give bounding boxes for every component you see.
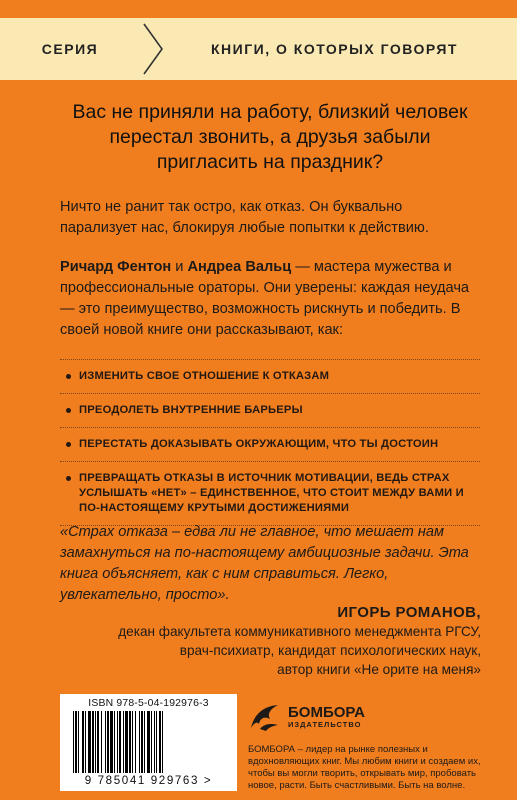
list-item <box>60 428 480 462</box>
benefits-list <box>60 359 480 526</box>
author-name: Ричард Фентон <box>60 259 172 275</box>
barcode-bar <box>151 711 152 773</box>
bullet-icon <box>66 476 71 481</box>
series-bar <box>0 18 517 80</box>
barcode-bar <box>105 711 106 773</box>
series-label: СЕРИЯ <box>41 41 99 57</box>
barcode-bar <box>78 711 79 773</box>
barcode-bar <box>101 711 102 773</box>
endorser-name: ИГОРЬ РОМАНОВ, <box>337 604 481 621</box>
list-item-text: ПРЕОДОЛЕТЬ ВНУТРЕННИЕ БАРЬЕРЫ <box>79 404 303 416</box>
barcode-bar <box>75 711 77 773</box>
publisher-subtitle: ИЗДАТЕЛЬСТВО <box>288 720 362 729</box>
barcode-digits: 9 785041 929763 > <box>84 774 213 787</box>
bullet-icon <box>66 408 71 413</box>
bombora-wave-logo-icon <box>248 702 282 732</box>
barcode-bar <box>139 711 140 773</box>
barcode-bar <box>85 711 86 773</box>
barcode-bar <box>107 711 109 773</box>
barcode-bar <box>73 711 74 773</box>
headline: Вас не приняли на работу, близкий человек перестал звонить, а друзья забыли пригласить на праздник? <box>72 101 468 173</box>
barcode-bar <box>82 711 84 773</box>
chevron-right-icon <box>140 18 166 80</box>
barcode-bar <box>114 711 115 773</box>
barcode-bar <box>147 711 150 773</box>
barcode-bar <box>135 711 136 773</box>
barcode-bar <box>125 711 128 773</box>
publisher-logo <box>248 702 488 732</box>
conjunction: и <box>171 259 188 275</box>
endorser-title-line: декан факультета коммуникативного менеджмента РГСУ, <box>118 624 481 639</box>
barcode-bar <box>132 711 133 773</box>
barcode-bar <box>162 711 163 773</box>
barcode-bar <box>119 711 121 773</box>
publisher-description: БОМБОРА – лидер на рынке полезных и вдохновляющих книг. Мы любим книги и создаем их, чтобы вы могли творить, открывать мир, пробовать новое, расти. Быть счастливыми. Быть на волне. <box>248 744 481 791</box>
barcode-bar <box>110 711 113 773</box>
barcode-bar <box>92 711 94 773</box>
barcode-bar <box>97 711 99 773</box>
bullet-icon <box>66 442 71 447</box>
authors-paragraph <box>60 257 480 341</box>
endorser-title-line: автор книги «Не орите на меня» <box>277 662 481 677</box>
list-item <box>60 462 480 526</box>
bullet-icon <box>66 374 71 379</box>
barcode <box>60 694 237 791</box>
barcode-bar <box>123 711 124 773</box>
list-item-text: ПЕРЕСТАТЬ ДОКАЗЫВАТЬ ОКРУЖАЮЩИМ, ЧТО ТЫ ДОСТОИН <box>79 438 439 450</box>
endorser-title-line: врач-психиатр, кандидат психологических наук, <box>179 643 481 658</box>
authors-description: — мастера мужества и профессиональные ораторы. Они уверены: каждая неудача — это преимущество, возможность рискнуть и победить. В своей новой книге они рассказывают, как: <box>60 259 470 338</box>
barcode-bar <box>144 711 145 773</box>
list-item <box>60 359 480 394</box>
list-item-text: ИЗМЕНИТЬ СВОЕ ОТНОШЕНИЕ К ОТКАЗАМ <box>79 370 330 382</box>
list-item <box>60 394 480 428</box>
publisher-name: БОМБОРА <box>288 704 365 721</box>
barcode-bar <box>159 711 161 773</box>
publisher-block <box>248 702 488 792</box>
barcode-bar <box>129 711 131 773</box>
barcode-bars-icon <box>69 711 229 773</box>
endorsement-signature <box>41 603 481 679</box>
isbn-text: ISBN 978-5-04-192976-3 <box>88 698 209 709</box>
list-item-text: ПРЕВРАЩАТЬ ОТКАЗЫ В ИСТОЧНИК МОТИВАЦИИ, ВЕДЬ СТРАХ УСЛЫШАТЬ «НЕТ» – ЕДИНСТВЕННОЕ, ЧТО СТОИТ МЕЖДУ ВАМИ И ПО-НАСТОЯЩЕМУ КРУТЫМИ ДОСТИЖЕНИЯМИ <box>79 472 464 514</box>
main-content <box>60 100 480 526</box>
author-name: Андреа Вальц <box>187 259 292 275</box>
barcode-bar <box>88 711 91 773</box>
barcode-bar <box>156 711 157 773</box>
barcode-bar <box>154 711 155 773</box>
barcode-bar <box>141 711 143 773</box>
intro-paragraph: Ничто не ранит так остро, как отказ. Он буквально парализует нас, блокируя любые попытки к действию. <box>60 199 429 236</box>
barcode-bar <box>95 711 96 773</box>
endorsement-quote: «Страх отказа – едва ли не главное, что мешает нам замахнуться на по-настоящему амбициозные задачи. Эта книга объясняет, как с ним справиться. Легко, увлекательно, просто». <box>60 524 469 603</box>
series-title: КНИГИ, О КОТОРЫХ ГОВОРЯТ <box>211 41 458 57</box>
barcode-bar <box>117 711 118 773</box>
